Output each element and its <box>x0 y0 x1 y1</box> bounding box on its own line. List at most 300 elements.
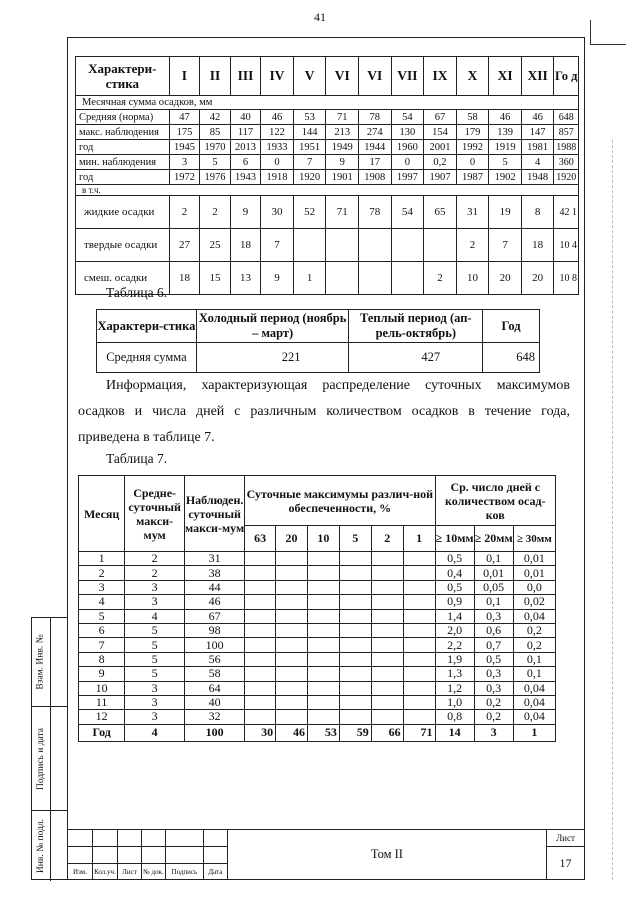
table-row <box>79 580 556 594</box>
cell-value: 7 <box>261 229 294 262</box>
cell-empty <box>276 552 308 566</box>
cell-value: 9 <box>326 155 359 170</box>
cell-value: 147 <box>521 125 554 140</box>
cell-empty <box>276 695 308 709</box>
cell-d10: 0,5 <box>435 552 474 566</box>
cell-empty <box>276 681 308 695</box>
cell-value: 18 <box>521 229 554 262</box>
cell-value: 1919 <box>489 140 522 155</box>
cell-value: 31 <box>456 196 489 229</box>
cell-month: 8 <box>79 652 125 666</box>
cell-empty <box>307 652 339 666</box>
cell-value: 1987 <box>456 170 489 185</box>
cell-empty <box>403 609 435 623</box>
cell-value: 9 <box>261 262 294 295</box>
cell-d20: 0,7 <box>474 638 513 652</box>
cell-value: 58 <box>456 110 489 125</box>
cell-month: 1 <box>79 552 125 566</box>
cell-value: 1997 <box>391 170 424 185</box>
cell-value: 1933 <box>261 140 294 155</box>
sheet-number: 17 <box>547 847 585 880</box>
cell-avg: 5 <box>125 667 185 681</box>
column-header: VI <box>326 57 359 96</box>
title-block-grid <box>67 829 585 880</box>
cell-value: 8 <box>521 196 554 229</box>
cell-d10: 1,4 <box>435 609 474 623</box>
cell-value: 1970 <box>200 140 231 155</box>
cell-value: 46 <box>521 110 554 125</box>
column-header: XII <box>521 57 554 96</box>
cell-value: 154 <box>424 125 457 140</box>
cell-value <box>391 262 424 295</box>
cell-obs: 64 <box>184 681 244 695</box>
cell-value: 1949 <box>326 140 359 155</box>
cell-empty <box>339 667 371 681</box>
cell-value: 1918 <box>261 170 294 185</box>
cell-value: 1 <box>293 262 326 295</box>
cell-year: 1988 <box>554 140 579 155</box>
cell-d10: 14 <box>435 724 474 741</box>
cell-value: 122 <box>261 125 294 140</box>
cell-empty <box>339 609 371 623</box>
frame-mark <box>590 20 591 45</box>
tb-label: Дата <box>203 864 227 880</box>
stamp-replace-inv <box>32 618 68 706</box>
column-header: ≥ 10мм <box>435 526 474 552</box>
cell-empty <box>403 638 435 652</box>
cell-d20: 0,05 <box>474 580 513 594</box>
cell-value: 46 <box>489 110 522 125</box>
cell-month: 2 <box>79 566 125 580</box>
row-label: Средняя (норма) <box>76 110 170 125</box>
column-header: XI <box>489 57 522 96</box>
cell-d20: 0,5 <box>474 652 513 666</box>
cell-obs: 67 <box>184 609 244 623</box>
cell-value: 2001 <box>424 140 457 155</box>
cell-empty <box>339 566 371 580</box>
column-header: 20 <box>276 526 308 552</box>
cell-empty <box>307 552 339 566</box>
cell-empty <box>245 695 276 709</box>
cell-value: 1992 <box>456 140 489 155</box>
cell-d10: 0,8 <box>435 710 474 724</box>
cell-prob: 30 <box>245 724 276 741</box>
column-header: Характери-стика <box>97 310 197 343</box>
cell-obs: 100 <box>184 724 244 741</box>
cell-d10: 1,0 <box>435 695 474 709</box>
cell-d20: 0,2 <box>474 710 513 724</box>
column-header: 1 <box>403 526 435 552</box>
column-header: Суточные максимумы различ-ной обеспеченности, % <box>245 476 435 526</box>
cell-empty <box>339 595 371 609</box>
cell-d10: 1,2 <box>435 681 474 695</box>
cell-value: 17 <box>359 155 392 170</box>
cell-avg: 5 <box>125 623 185 637</box>
cell-value <box>326 229 359 262</box>
cell-empty <box>371 681 403 695</box>
cell-obs: 100 <box>184 638 244 652</box>
cell-value: 1948 <box>521 170 554 185</box>
cell-value: 9 <box>230 196 261 229</box>
cell-value: 15 <box>200 262 231 295</box>
cell-avg: 3 <box>125 580 185 594</box>
cell-d20: 0,3 <box>474 681 513 695</box>
total-row <box>79 724 556 741</box>
cell-d20: 3 <box>474 724 513 741</box>
cell-empty <box>276 623 308 637</box>
cell-d20: 0,1 <box>474 552 513 566</box>
table-row <box>76 229 579 262</box>
cell-d30: 0,01 <box>513 566 555 580</box>
column-header: 63 <box>245 526 276 552</box>
cell-obs: 31 <box>184 552 244 566</box>
cell-d30: 1 <box>513 724 555 741</box>
cell-value: 1920 <box>293 170 326 185</box>
table-row <box>79 623 556 637</box>
cell-value: 13 <box>230 262 261 295</box>
table-row <box>79 667 556 681</box>
cell-value <box>424 229 457 262</box>
cell-empty <box>403 710 435 724</box>
cell-value: 0 <box>391 155 424 170</box>
cell-d30: 0,1 <box>513 667 555 681</box>
sheet-label: Лист <box>547 830 585 847</box>
cell-value: 78 <box>359 110 392 125</box>
cell-prob: 66 <box>371 724 403 741</box>
cell-empty <box>276 710 308 724</box>
cell-value: 65 <box>424 196 457 229</box>
cell-empty <box>245 566 276 580</box>
stamp-signature-date <box>32 706 68 810</box>
cell-value: 5 <box>200 155 231 170</box>
cell-year: 360 <box>554 155 579 170</box>
row-label: год <box>76 140 170 155</box>
table6-caption: Таблица 6. <box>106 285 168 300</box>
cell-year: 648 <box>483 343 540 373</box>
column-header: I <box>169 57 200 96</box>
cell-empty <box>307 695 339 709</box>
column-header: 10 <box>307 526 339 552</box>
cell-empty <box>403 552 435 566</box>
cell-d20: 0,3 <box>474 667 513 681</box>
precipitation-monthly-table <box>75 56 579 295</box>
cell-value: 5 <box>489 155 522 170</box>
cell-empty <box>245 652 276 666</box>
cell-empty <box>245 580 276 594</box>
cell-value: 2 <box>456 229 489 262</box>
cell-d20: 0,1 <box>474 595 513 609</box>
cell-value: 85 <box>200 125 231 140</box>
cell-year: 10 8 <box>554 262 579 295</box>
cell-empty <box>276 652 308 666</box>
table-header-row <box>76 57 579 96</box>
cell-value: 19 <box>489 196 522 229</box>
cell-value: 7 <box>293 155 326 170</box>
column-header: III <box>230 57 261 96</box>
cell-empty <box>371 695 403 709</box>
cell-value: 1976 <box>200 170 231 185</box>
row-label: год <box>76 170 170 185</box>
cell-value: 2 <box>169 196 200 229</box>
cell-month: 12 <box>79 710 125 724</box>
section-row <box>76 96 579 110</box>
cell-d30: 0,0 <box>513 580 555 594</box>
cell-empty <box>307 580 339 594</box>
cell-d30: 0,01 <box>513 552 555 566</box>
cell-empty <box>371 638 403 652</box>
cell-avg: 2 <box>125 552 185 566</box>
cell-empty <box>307 595 339 609</box>
cell-value: 1908 <box>359 170 392 185</box>
tb-label: Кол.уч. <box>92 864 117 880</box>
table-row <box>76 110 579 125</box>
cell-value: 2 <box>200 196 231 229</box>
cell-obs: 38 <box>184 566 244 580</box>
cell-empty <box>339 695 371 709</box>
cell-value: 7 <box>489 229 522 262</box>
cell-value: 0,2 <box>424 155 457 170</box>
cell-empty <box>245 552 276 566</box>
cell-month: 5 <box>79 609 125 623</box>
column-header: Ср. число дней с количеством осад-ков <box>435 476 555 526</box>
cell-empty <box>403 623 435 637</box>
cell-empty <box>339 580 371 594</box>
cell-year: 42 1 <box>554 196 579 229</box>
column-header: Го д <box>554 57 579 96</box>
cell-empty <box>371 552 403 566</box>
cell-obs: 40 <box>184 695 244 709</box>
cell-empty <box>403 695 435 709</box>
cell-value: 1943 <box>230 170 261 185</box>
cell-empty <box>245 595 276 609</box>
cell-value: 46 <box>261 110 294 125</box>
cell-value: 18 <box>230 229 261 262</box>
stamp-label: Подпись и дата <box>36 727 47 790</box>
cell-value: 54 <box>391 110 424 125</box>
cell-value: 47 <box>169 110 200 125</box>
cell-value <box>326 262 359 295</box>
column-header: IX <box>424 57 457 96</box>
column-header: Холодный период (ноябрь – март) <box>196 310 349 343</box>
cell-obs: 58 <box>184 667 244 681</box>
cell-avg: 5 <box>125 652 185 666</box>
stamp-label: Инв. № подл. <box>36 818 47 874</box>
cell-empty <box>276 566 308 580</box>
cell-value: 1972 <box>169 170 200 185</box>
cell-avg: 3 <box>125 695 185 709</box>
cell-empty <box>403 580 435 594</box>
column-header: ≥ 30мм <box>513 526 555 552</box>
cell-value: 40 <box>230 110 261 125</box>
cell-d30: 0,2 <box>513 638 555 652</box>
cell-obs: 32 <box>184 710 244 724</box>
cell-obs: 56 <box>184 652 244 666</box>
cell-month: 10 <box>79 681 125 695</box>
cell-d10: 1,3 <box>435 667 474 681</box>
cell-empty <box>276 595 308 609</box>
column-header: 5 <box>339 526 371 552</box>
table-row <box>79 566 556 580</box>
cell-empty <box>307 681 339 695</box>
cell-year: 1920 <box>554 170 579 185</box>
cell-value: 179 <box>456 125 489 140</box>
column-header: II <box>200 57 231 96</box>
note-row <box>76 185 579 196</box>
cell-empty <box>307 609 339 623</box>
cell-d30: 0,04 <box>513 681 555 695</box>
row-label: Средняя сумма <box>97 343 197 373</box>
column-header: V <box>293 57 326 96</box>
cell-empty <box>245 710 276 724</box>
cell-empty <box>276 667 308 681</box>
cell-empty <box>339 652 371 666</box>
cell-empty <box>307 667 339 681</box>
cell-d10: 0,5 <box>435 580 474 594</box>
cell-value: 1944 <box>359 140 392 155</box>
cell-value: 6 <box>230 155 261 170</box>
cell-empty <box>307 566 339 580</box>
cell-empty <box>307 623 339 637</box>
cell-obs: 98 <box>184 623 244 637</box>
cell-obs: 44 <box>184 580 244 594</box>
cell-empty <box>245 681 276 695</box>
cell-month: 6 <box>79 623 125 637</box>
cell-empty <box>371 595 403 609</box>
cell-month: 4 <box>79 595 125 609</box>
page-number: 41 <box>314 10 326 24</box>
cell-value: 27 <box>169 229 200 262</box>
cell-cold: 221 <box>196 343 349 373</box>
cell-value: 213 <box>326 125 359 140</box>
column-header: Характери-стика <box>76 57 170 96</box>
cell-year: 648 <box>554 110 579 125</box>
column-header: Месяц <box>79 476 125 552</box>
cell-value: 20 <box>489 262 522 295</box>
table-header-row <box>79 476 556 526</box>
row-label: макс. наблюдения <box>76 125 170 140</box>
row-label: жидкие осадки <box>76 196 170 229</box>
table-row <box>79 638 556 652</box>
cell-d20: 0,3 <box>474 609 513 623</box>
table-row <box>76 196 579 229</box>
cell-avg: 3 <box>125 681 185 695</box>
cell-value <box>293 229 326 262</box>
cell-d30: 0,2 <box>513 623 555 637</box>
column-header: VII <box>391 57 424 96</box>
table-row <box>79 652 556 666</box>
cell-obs: 46 <box>184 595 244 609</box>
seasonal-precipitation-table <box>96 309 540 373</box>
cell-d10: 1,9 <box>435 652 474 666</box>
cell-value: 52 <box>293 196 326 229</box>
cell-value <box>359 262 392 295</box>
cell-value: 30 <box>261 196 294 229</box>
cell-value: 175 <box>169 125 200 140</box>
cell-year: 10 4 <box>554 229 579 262</box>
cell-value: 71 <box>326 110 359 125</box>
table-row <box>76 155 579 170</box>
column-header: Теплый период (ап-рель-октябрь) <box>349 310 483 343</box>
cell-prob: 71 <box>403 724 435 741</box>
cell-avg: 5 <box>125 638 185 652</box>
cell-empty <box>403 595 435 609</box>
cell-value: 139 <box>489 125 522 140</box>
cell-value <box>359 229 392 262</box>
cell-month: 7 <box>79 638 125 652</box>
cell-d30: 0,04 <box>513 609 555 623</box>
stamp-label: Взам. Инв. № <box>36 634 46 690</box>
cell-value: 1951 <box>293 140 326 155</box>
table7-caption: Таблица 7. <box>106 451 168 466</box>
stamp-original-inv <box>32 810 68 881</box>
cell-value: 1902 <box>489 170 522 185</box>
column-header: 2 <box>371 526 403 552</box>
cell-empty <box>371 566 403 580</box>
cell-value: 54 <box>391 196 424 229</box>
cell-value: 274 <box>359 125 392 140</box>
cell-empty <box>339 710 371 724</box>
cell-empty <box>245 623 276 637</box>
cell-d10: 2,2 <box>435 638 474 652</box>
cell-avg: 4 <box>125 609 185 623</box>
cell-value: 3 <box>169 155 200 170</box>
cell-value: 67 <box>424 110 457 125</box>
cell-value: 1901 <box>326 170 359 185</box>
cell-avg: 4 <box>125 724 185 741</box>
column-header: IV <box>261 57 294 96</box>
cell-value: 130 <box>391 125 424 140</box>
cell-d10: 2,0 <box>435 623 474 637</box>
cell-value: 18 <box>169 262 200 295</box>
cell-d30: 0,04 <box>513 710 555 724</box>
cell-value: 0 <box>261 155 294 170</box>
title-block <box>67 829 585 880</box>
cell-empty <box>403 652 435 666</box>
cell-d20: 0,01 <box>474 566 513 580</box>
cell-avg: 3 <box>125 710 185 724</box>
cell-value: 4 <box>521 155 554 170</box>
cell-d20: 0,2 <box>474 695 513 709</box>
cell-value: 1960 <box>391 140 424 155</box>
table-row <box>76 140 579 155</box>
cell-empty <box>403 667 435 681</box>
cell-empty <box>339 681 371 695</box>
cell-empty <box>245 667 276 681</box>
cell-avg: 3 <box>125 595 185 609</box>
cell-value: 25 <box>200 229 231 262</box>
cell-year: 857 <box>554 125 579 140</box>
cell-month: 9 <box>79 667 125 681</box>
table-row <box>79 710 556 724</box>
table-row <box>76 170 579 185</box>
cell-empty <box>371 609 403 623</box>
cell-empty <box>403 681 435 695</box>
cell-month: 11 <box>79 695 125 709</box>
cell-d10: 0,4 <box>435 566 474 580</box>
column-header: Год <box>483 310 540 343</box>
cell-value: 1945 <box>169 140 200 155</box>
cell-empty <box>371 652 403 666</box>
table-row <box>76 125 579 140</box>
cell-empty <box>371 667 403 681</box>
column-header: Наблюден. суточный макси-мум <box>184 476 244 552</box>
cell-value: 1981 <box>521 140 554 155</box>
table-row <box>79 695 556 709</box>
column-header: VI <box>359 57 392 96</box>
paragraph-text: Информация, характеризующая распределение суточных максимумов осадков и числа дней с различным количеством осадков в течение года, приведена в таблице 7. <box>78 378 570 445</box>
scan-edge <box>612 140 614 880</box>
cell-value: 1907 <box>424 170 457 185</box>
